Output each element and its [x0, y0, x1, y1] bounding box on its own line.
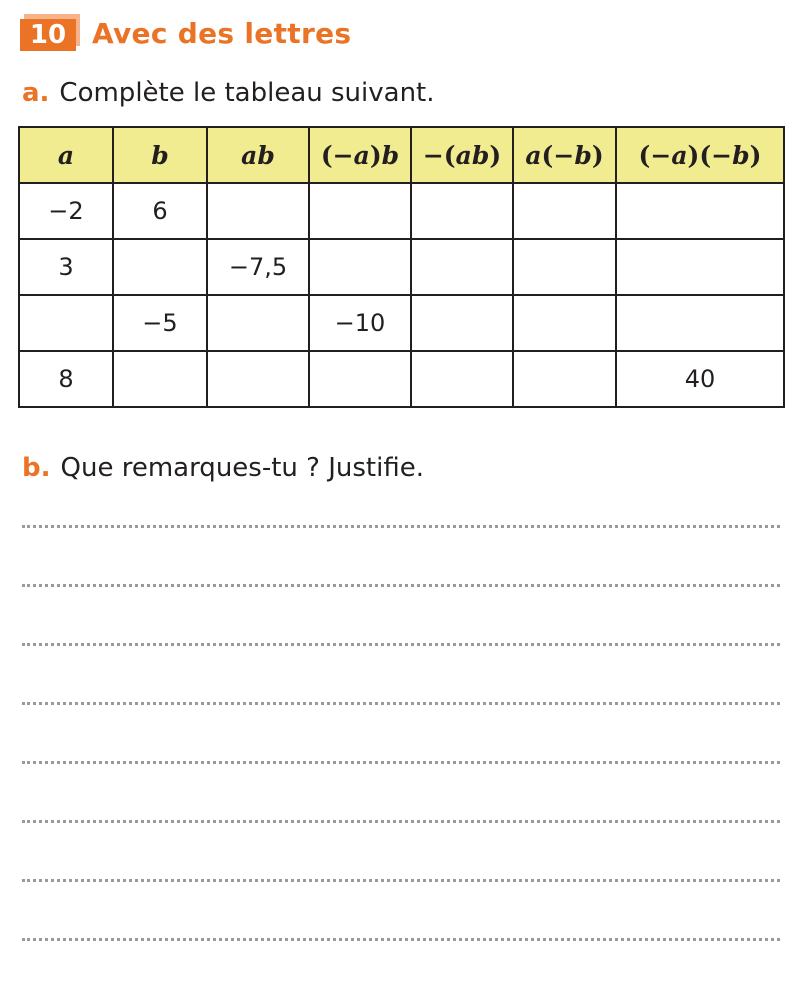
- table-cell[interactable]: [513, 351, 616, 407]
- header-text: −(: [422, 140, 456, 170]
- question-b: [22, 453, 424, 483]
- table-row: [19, 183, 784, 239]
- table-cell[interactable]: [411, 295, 513, 351]
- answer-line[interactable]: [22, 702, 780, 705]
- table-header-cell: [616, 127, 784, 183]
- table-header-cell: [309, 127, 411, 183]
- table-cell[interactable]: [207, 295, 309, 351]
- answer-line[interactable]: [22, 584, 780, 587]
- exercise-title: Avec des lettres: [92, 16, 352, 50]
- header-text: ): [369, 140, 382, 170]
- table-row: [19, 295, 784, 351]
- table-cell[interactable]: [113, 239, 207, 295]
- table-header-cell: [207, 127, 309, 183]
- table-cell[interactable]: [309, 239, 411, 295]
- table-cell[interactable]: [113, 351, 207, 407]
- table-row: [19, 239, 784, 295]
- answer-line[interactable]: [22, 525, 780, 528]
- answer-line[interactable]: [22, 820, 780, 823]
- table-header-row: [19, 127, 784, 183]
- question-b-letter: b.: [22, 453, 51, 483]
- table-cell[interactable]: [513, 183, 616, 239]
- header-text: b: [732, 140, 750, 170]
- header-text: ab: [455, 140, 490, 170]
- answer-line[interactable]: [22, 643, 780, 646]
- table-cell[interactable]: [616, 239, 784, 295]
- exercise-number-badge: [20, 14, 80, 50]
- question-a-text: Complète le tableau suivant.: [59, 78, 435, 108]
- answer-line[interactable]: [22, 761, 780, 764]
- values-table: [18, 126, 785, 408]
- header-text: (−: [541, 140, 575, 170]
- table-cell[interactable]: 40: [616, 351, 784, 407]
- table-cell[interactable]: 3: [19, 239, 113, 295]
- table-cell[interactable]: −7,5: [207, 239, 309, 295]
- table-header-cell: [113, 127, 207, 183]
- table-cell[interactable]: [309, 183, 411, 239]
- table-cell[interactable]: [513, 295, 616, 351]
- table-cell[interactable]: 8: [19, 351, 113, 407]
- header-text: ): [489, 140, 502, 170]
- header-text: b: [381, 140, 400, 170]
- table-header-cell: [513, 127, 616, 183]
- answer-line[interactable]: [22, 938, 780, 941]
- header-text: a: [525, 140, 542, 170]
- table-header-cell: [411, 127, 513, 183]
- header-text: a: [671, 140, 688, 170]
- header-text: (−: [320, 140, 354, 170]
- table-cell[interactable]: [19, 295, 113, 351]
- header-text: (−: [638, 140, 672, 170]
- header-text: ab: [241, 140, 275, 170]
- table-cell[interactable]: [616, 183, 784, 239]
- table-cell[interactable]: 6: [113, 183, 207, 239]
- table-cell[interactable]: [309, 351, 411, 407]
- header-text: a: [353, 140, 370, 170]
- table-cell[interactable]: [411, 183, 513, 239]
- table-row: [19, 351, 784, 407]
- question-b-text: Que remarques-tu ? Justifie.: [60, 453, 424, 483]
- header-text: ): [591, 140, 604, 170]
- table-cell[interactable]: [207, 183, 309, 239]
- table-cell[interactable]: [207, 351, 309, 407]
- table-cell[interactable]: [616, 295, 784, 351]
- table-cell[interactable]: −2: [19, 183, 113, 239]
- exercise-number: 10: [20, 19, 76, 51]
- answer-lines: [22, 525, 780, 997]
- header-text: b: [151, 140, 169, 170]
- table-cell[interactable]: −10: [309, 295, 411, 351]
- table-cell[interactable]: [513, 239, 616, 295]
- header-text: b: [574, 140, 592, 170]
- table-header-cell: [19, 127, 113, 183]
- table-cell[interactable]: [411, 239, 513, 295]
- exercise-header: [20, 12, 351, 52]
- header-text: a: [57, 140, 75, 170]
- question-a: [22, 78, 435, 108]
- header-text: )(−: [687, 140, 733, 170]
- question-a-letter: a.: [22, 78, 50, 108]
- header-text: ): [749, 140, 762, 170]
- table-cell[interactable]: [411, 351, 513, 407]
- table-cell[interactable]: −5: [113, 295, 207, 351]
- answer-line[interactable]: [22, 879, 780, 882]
